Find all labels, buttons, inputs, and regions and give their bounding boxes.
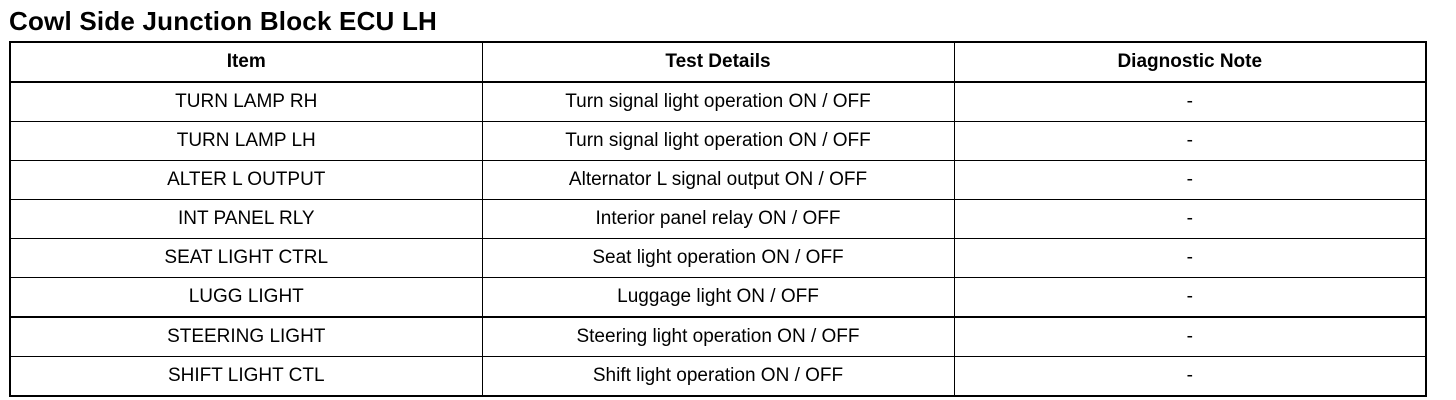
column-header-diagnostic-note: Diagnostic Note xyxy=(954,42,1426,82)
diagnostic-note-cell: - xyxy=(954,278,1426,318)
diagnostic-note-cell: - xyxy=(954,317,1426,357)
item-cell: SHIFT LIGHT CTL xyxy=(10,357,482,397)
item-cell: STEERING LIGHT xyxy=(10,317,482,357)
diagnostic-note-cell: - xyxy=(954,122,1426,161)
test-details-cell: Alternator L signal output ON / OFF xyxy=(482,161,954,200)
data-list-table xyxy=(9,41,1427,397)
item-cell: TURN LAMP LH xyxy=(10,122,482,161)
item-cell: TURN LAMP RH xyxy=(10,82,482,122)
table-row xyxy=(10,200,1426,239)
table-row xyxy=(10,82,1426,122)
item-cell: INT PANEL RLY xyxy=(10,200,482,239)
page-title: Cowl Side Junction Block ECU LH xyxy=(9,6,438,36)
diagnostic-note-cell: - xyxy=(954,357,1426,397)
item-cell: ALTER L OUTPUT xyxy=(10,161,482,200)
column-header-item: Item xyxy=(10,42,482,82)
test-details-cell: Luggage light ON / OFF xyxy=(482,278,954,318)
item-cell: SEAT LIGHT CTRL xyxy=(10,239,482,278)
test-details-cell: Turn signal light operation ON / OFF xyxy=(482,82,954,122)
diagnostic-note-cell: - xyxy=(954,82,1426,122)
table-header-row xyxy=(10,42,1426,82)
table-row xyxy=(10,239,1426,278)
table-row xyxy=(10,317,1426,357)
test-details-cell: Turn signal light operation ON / OFF xyxy=(482,122,954,161)
test-details-cell: Seat light operation ON / OFF xyxy=(482,239,954,278)
test-details-cell: Steering light operation ON / OFF xyxy=(482,317,954,357)
item-cell: LUGG LIGHT xyxy=(10,278,482,318)
test-details-cell: Interior panel relay ON / OFF xyxy=(482,200,954,239)
table-row xyxy=(10,278,1426,318)
diagnostic-note-cell: - xyxy=(954,161,1426,200)
diagnostic-note-cell: - xyxy=(954,239,1426,278)
diagnostic-note-cell: - xyxy=(954,200,1426,239)
table-row xyxy=(10,357,1426,397)
table-row xyxy=(10,122,1426,161)
column-header-test-details: Test Details xyxy=(482,42,954,82)
table-row xyxy=(10,161,1426,200)
test-details-cell: Shift light operation ON / OFF xyxy=(482,357,954,397)
